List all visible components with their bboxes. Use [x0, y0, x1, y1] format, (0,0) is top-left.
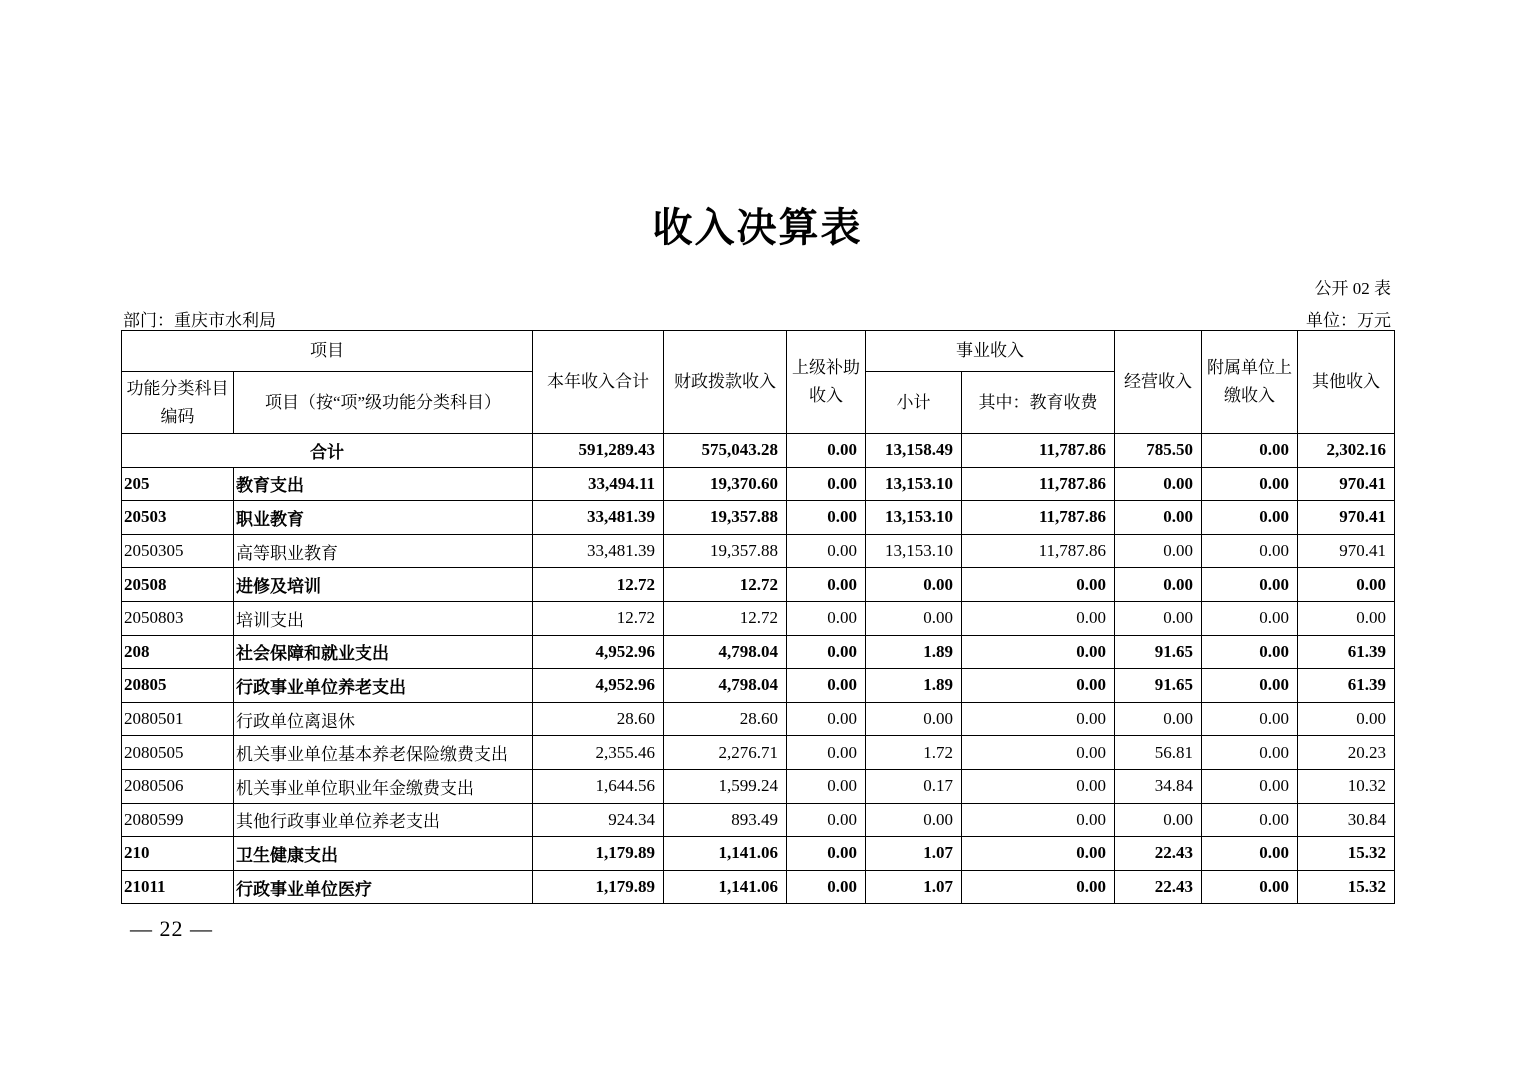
- row-value: 1.07: [866, 870, 962, 904]
- header-row-1: [122, 331, 1395, 372]
- row-name: 教育支出: [234, 467, 533, 501]
- row-value: 34.84: [1115, 769, 1202, 803]
- row-value: 1,141.06: [664, 870, 787, 904]
- row-value: 15.32: [1298, 837, 1395, 871]
- row-name: 行政单位离退休: [234, 702, 533, 736]
- row-value: 0.00: [1115, 467, 1202, 501]
- row-value: 0.00: [962, 702, 1115, 736]
- row-value: 12.72: [533, 601, 664, 635]
- row-code: 2080599: [122, 803, 234, 837]
- row-value: 13,153.10: [866, 501, 962, 535]
- row-value: 0.00: [1202, 568, 1298, 602]
- row-value: 0.00: [787, 534, 866, 568]
- table-row: [122, 534, 1395, 568]
- table-header: [122, 331, 1395, 434]
- row-value: 0.00: [962, 568, 1115, 602]
- row-value: 56.81: [1115, 736, 1202, 770]
- row-name: 进修及培训: [234, 568, 533, 602]
- row-value: 0.00: [962, 736, 1115, 770]
- row-name: 机关事业单位基本养老保险缴费支出: [234, 736, 533, 770]
- row-value: 0.00: [866, 803, 962, 837]
- row-value: 0.00: [1202, 870, 1298, 904]
- row-value: 91.65: [1115, 669, 1202, 703]
- row-value: 0.00: [1202, 702, 1298, 736]
- row-value: 0.00: [787, 568, 866, 602]
- income-final-accounts-table: [121, 330, 1395, 904]
- row-value: 10.32: [1298, 769, 1395, 803]
- row-code: 205: [122, 467, 234, 501]
- table-row: [122, 669, 1395, 703]
- row-value: 61.39: [1298, 669, 1395, 703]
- row-value: 0.00: [1202, 501, 1298, 535]
- header-affiliated: 附属单位上缴收入: [1202, 331, 1298, 434]
- department-label: [123, 306, 276, 331]
- row-value: 4,798.04: [664, 635, 787, 669]
- table-row: [122, 870, 1395, 904]
- row-value: 0.00: [1115, 568, 1202, 602]
- row-value: 970.41: [1298, 467, 1395, 501]
- total-value: 591,289.43: [533, 434, 664, 468]
- total-value: 785.50: [1115, 434, 1202, 468]
- total-value: 0.00: [1202, 434, 1298, 468]
- row-value: 33,481.39: [533, 501, 664, 535]
- row-value: 13,153.10: [866, 467, 962, 501]
- header-name: 项目（按“项”级功能分类科目）: [234, 372, 533, 434]
- row-value: 0.00: [1115, 702, 1202, 736]
- row-code: 20805: [122, 669, 234, 703]
- row-value: 0.00: [962, 635, 1115, 669]
- row-code: 210: [122, 837, 234, 871]
- row-value: 20.23: [1298, 736, 1395, 770]
- row-value: 12.72: [664, 601, 787, 635]
- row-value: 1.07: [866, 837, 962, 871]
- table-row: [122, 803, 1395, 837]
- row-code: 2050803: [122, 601, 234, 635]
- header-total: 本年收入合计: [533, 331, 664, 434]
- row-value: 1,179.89: [533, 870, 664, 904]
- table-row: [122, 702, 1395, 736]
- row-name: 机关事业单位职业年金缴费支出: [234, 769, 533, 803]
- row-code: 20508: [122, 568, 234, 602]
- row-value: 0.00: [1115, 803, 1202, 837]
- row-value: 0.00: [1202, 669, 1298, 703]
- header-operating: 经营收入: [1115, 331, 1202, 434]
- row-value: 11,787.86: [962, 501, 1115, 535]
- row-value: 0.00: [1115, 601, 1202, 635]
- row-value: 91.65: [1115, 635, 1202, 669]
- header-code: 功能分类科目编码: [122, 372, 234, 434]
- row-name: 社会保障和就业支出: [234, 635, 533, 669]
- header-subtotal: 小计: [866, 372, 962, 434]
- row-value: 0.00: [962, 601, 1115, 635]
- row-value: 28.60: [664, 702, 787, 736]
- row-value: 0.00: [1202, 601, 1298, 635]
- row-code: 2080501: [122, 702, 234, 736]
- form-number: 公开 02 表: [1314, 279, 1391, 298]
- row-name: 职业教育: [234, 501, 533, 535]
- row-value: 0.00: [962, 669, 1115, 703]
- row-value: 0.00: [787, 702, 866, 736]
- row-value: 0.00: [962, 769, 1115, 803]
- row-value: 0.00: [787, 501, 866, 535]
- row-value: 11,787.86: [962, 534, 1115, 568]
- row-code: 2050305: [122, 534, 234, 568]
- table-body: [122, 434, 1395, 904]
- row-value: 4,952.96: [533, 669, 664, 703]
- row-code: 21011: [122, 870, 234, 904]
- row-value: 2,355.46: [533, 736, 664, 770]
- row-value: 33,481.39: [533, 534, 664, 568]
- header-education: 其中：教育收费: [962, 372, 1115, 434]
- row-value: 0.00: [1298, 702, 1395, 736]
- row-value: 0.00: [787, 870, 866, 904]
- row-value: 15.32: [1298, 870, 1395, 904]
- row-value: 0.00: [1202, 635, 1298, 669]
- total-value: 13,158.49: [866, 434, 962, 468]
- total-value: 0.00: [787, 434, 866, 468]
- row-value: 970.41: [1298, 501, 1395, 535]
- row-value: 0.00: [1298, 601, 1395, 635]
- row-value: 4,952.96: [533, 635, 664, 669]
- row-code: 20503: [122, 501, 234, 535]
- row-value: 1,141.06: [664, 837, 787, 871]
- row-value: 0.00: [787, 467, 866, 501]
- row-name: 高等职业教育: [234, 534, 533, 568]
- row-name: 其他行政事业单位养老支出: [234, 803, 533, 837]
- row-value: 30.84: [1298, 803, 1395, 837]
- row-value: 19,370.60: [664, 467, 787, 501]
- table-row: [122, 635, 1395, 669]
- row-name: 行政事业单位医疗: [234, 870, 533, 904]
- table-row: [122, 601, 1395, 635]
- table-row: [122, 837, 1395, 871]
- row-value: 0.17: [866, 769, 962, 803]
- row-value: 0.00: [1202, 534, 1298, 568]
- row-code: 2080505: [122, 736, 234, 770]
- unit-label: [1306, 306, 1391, 331]
- row-value: 1.72: [866, 736, 962, 770]
- row-value: 0.00: [962, 803, 1115, 837]
- row-value: 0.00: [787, 601, 866, 635]
- total-label: 合计: [122, 434, 533, 468]
- header-superior: 上级补助收入: [787, 331, 866, 434]
- total-row: [122, 434, 1395, 468]
- row-value: 1,599.24: [664, 769, 787, 803]
- row-value: 0.00: [787, 635, 866, 669]
- row-value: 11,787.86: [962, 467, 1115, 501]
- row-value: 19,357.88: [664, 534, 787, 568]
- row-value: 12.72: [533, 568, 664, 602]
- row-value: 0.00: [787, 736, 866, 770]
- row-value: 19,357.88: [664, 501, 787, 535]
- department-text: 部门：重庆市水利局: [123, 311, 276, 330]
- row-value: 1,644.56: [533, 769, 664, 803]
- table-row: [122, 568, 1395, 602]
- row-value: 0.00: [1298, 568, 1395, 602]
- row-value: 2,276.71: [664, 736, 787, 770]
- row-value: 28.60: [533, 702, 664, 736]
- row-value: 970.41: [1298, 534, 1395, 568]
- total-value: 11,787.86: [962, 434, 1115, 468]
- header-other: 其他收入: [1298, 331, 1395, 434]
- table-row: [122, 501, 1395, 535]
- row-value: 22.43: [1115, 870, 1202, 904]
- header-item-group: 项目: [122, 331, 533, 372]
- row-value: 13,153.10: [866, 534, 962, 568]
- row-value: 1.89: [866, 635, 962, 669]
- total-value: 575,043.28: [664, 434, 787, 468]
- row-value: 0.00: [866, 568, 962, 602]
- page-title: 收入决算表: [652, 204, 863, 251]
- row-value: 0.00: [1202, 467, 1298, 501]
- row-value: 0.00: [866, 702, 962, 736]
- row-value: 0.00: [1202, 769, 1298, 803]
- row-value: 893.49: [664, 803, 787, 837]
- row-value: 0.00: [962, 837, 1115, 871]
- row-value: 33,494.11: [533, 467, 664, 501]
- total-value: 2,302.16: [1298, 434, 1395, 468]
- row-code: 208: [122, 635, 234, 669]
- unit-text: 单位：万元: [1306, 311, 1391, 330]
- row-value: 0.00: [962, 870, 1115, 904]
- header-business-group: 事业收入: [866, 331, 1115, 372]
- table-row: [122, 736, 1395, 770]
- row-value: 1,179.89: [533, 837, 664, 871]
- row-code: 2080506: [122, 769, 234, 803]
- row-value: 1.89: [866, 669, 962, 703]
- row-value: 4,798.04: [664, 669, 787, 703]
- table-row: [122, 467, 1395, 501]
- table-row: [122, 769, 1395, 803]
- row-value: 0.00: [1202, 837, 1298, 871]
- row-value: 0.00: [1202, 803, 1298, 837]
- page-number: — 22 —: [130, 916, 213, 941]
- row-name: 行政事业单位养老支出: [234, 669, 533, 703]
- row-value: 12.72: [664, 568, 787, 602]
- row-value: 0.00: [1115, 501, 1202, 535]
- row-value: 0.00: [1202, 736, 1298, 770]
- row-value: 924.34: [533, 803, 664, 837]
- row-value: 0.00: [787, 669, 866, 703]
- row-value: 0.00: [866, 601, 962, 635]
- row-name: 培训支出: [234, 601, 533, 635]
- row-value: 61.39: [1298, 635, 1395, 669]
- row-value: 22.43: [1115, 837, 1202, 871]
- row-value: 0.00: [787, 837, 866, 871]
- header-fiscal: 财政拨款收入: [664, 331, 787, 434]
- row-value: 0.00: [1115, 534, 1202, 568]
- row-value: 0.00: [787, 769, 866, 803]
- row-value: 0.00: [787, 803, 866, 837]
- row-name: 卫生健康支出: [234, 837, 533, 871]
